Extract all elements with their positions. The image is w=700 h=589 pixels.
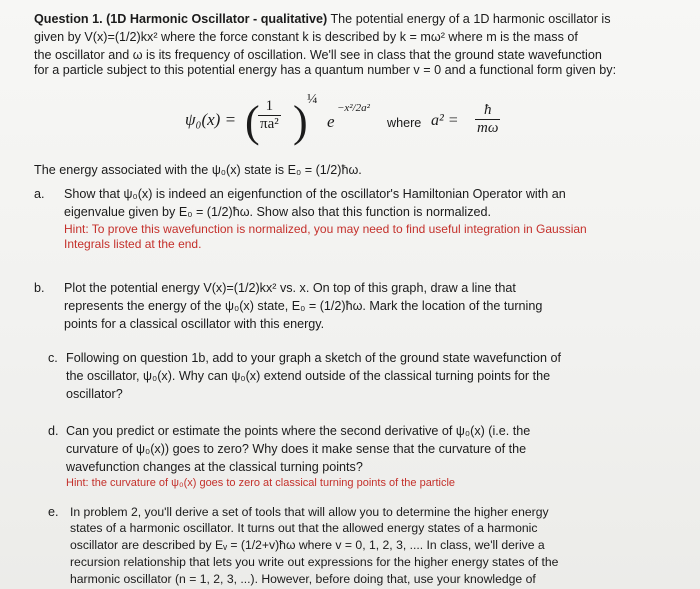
item-d-line-2: curvature of ψ₀(x)) goes to zero? Why does it make sense that the curvature of the xyxy=(66,442,527,456)
item-c-line-3: oscillator? xyxy=(66,387,123,401)
fraction xyxy=(258,98,281,133)
item-d-line-1: Can you predict or estimate the points where the second derivative of ψ₀(x) (i.e. the xyxy=(66,424,531,438)
item-a-line-1: Show that ψ₀(x) is indeed an eigenfunction of the oscillator's Hamiltonian Operator with an xyxy=(64,187,566,201)
item-a-hint-1: Hint: To prove this wavefunction is normalized, you may need to find useful integration in Gaussian xyxy=(64,222,587,236)
item-e-line-2: states of a harmonic oscillator. It turns out that the allowed energy states of a harmonic xyxy=(70,521,538,535)
question-title: Question 1. (1D Harmonic Oscillator - qualitative) xyxy=(34,12,328,26)
wavefunction-equation xyxy=(185,88,505,158)
intro-line-1-text: The potential energy of a 1D harmonic oscillator is xyxy=(327,12,611,26)
intro-line-2: given by V(x)=(1/2)kx² where the force constant k is described by k = mω² where m is the mass of xyxy=(34,30,578,44)
exp-power: −x²/2a² xyxy=(337,102,370,114)
a-squared-lhs: a² = xyxy=(431,112,459,129)
fraction-denominator: πa² xyxy=(260,116,279,132)
power-quarter: ¼ xyxy=(307,92,318,107)
item-e-line-5: harmonic oscillator (n = 1, 2, 3, ...). However, before doing that, use your knowledge of xyxy=(70,572,536,586)
equation-lhs: ψ₀(x) = xyxy=(185,110,237,129)
item-d-letter: d. xyxy=(48,424,59,438)
intro-line-1 xyxy=(34,12,611,27)
item-b-line-2: represents the energy of the ψ₀(x) state, E₀ = (1/2)ħω. Mark the location of the turning xyxy=(64,299,543,313)
item-a-line-2: eigenvalue given by E₀ = (1/2)ħω. Show also that this function is normalized. xyxy=(64,205,492,219)
item-a-letter: a. xyxy=(34,187,45,201)
where-label: where xyxy=(387,116,422,130)
item-b-line-3: points for a classical oscillator with this energy. xyxy=(64,317,325,331)
item-d-hint: Hint: the curvature of ψ₀(x) goes to zero at classical turning points of the particle xyxy=(66,477,456,489)
energy-line: The energy associated with the ψ₀(x) state is E₀ = (1/2)ħω. xyxy=(34,163,362,177)
intro-line-3: the oscillator and ω is its frequency of oscillation. We'll see in class that the ground state wavefunction xyxy=(34,48,602,62)
item-e-line-1: In problem 2, you'll derive a set of tools that will allow you to determine the higher energy xyxy=(70,505,549,519)
fraction-numerator: 1 xyxy=(258,98,281,116)
intro-line-4: for a particle subject to this potential energy has a quantum number v = 0 and a functional form given by: xyxy=(34,63,617,77)
item-e-line-3: oscillator are described by Eᵥ = (1/2+v)ħω where v = 0, 1, 2, 3, .... In class, we'll derive a xyxy=(70,538,545,552)
item-b-letter: b. xyxy=(34,281,45,295)
exp-base: e xyxy=(327,112,335,131)
left-paren: ( xyxy=(245,97,260,146)
right-paren: ) xyxy=(293,97,308,146)
item-a-hint-2: Integrals listed at the end. xyxy=(64,237,202,251)
hbar-numerator: ħ xyxy=(475,102,500,120)
hbar-fraction xyxy=(475,102,500,137)
item-c-letter: c. xyxy=(48,351,58,365)
item-b-line-1: Plot the potential energy V(x)=(1/2)kx² vs. x. On top of this graph, draw a line that xyxy=(64,281,516,295)
item-c-line-2: the oscillator, ψ₀(x). Why can ψ₀(x) extend outside of the classical turning points for the xyxy=(66,369,551,383)
hbar-denominator: mω xyxy=(477,120,499,136)
item-c-line-1: Following on question 1b, add to your graph a sketch of the ground state wavefunction of xyxy=(66,351,561,365)
item-d-line-3: wavefunction changes at the classical turning points? xyxy=(66,460,363,474)
item-e-line-4: recursion relationship that lets you write out expressions for the higher energy states of the xyxy=(70,555,559,569)
item-e-letter: e. xyxy=(48,505,59,519)
